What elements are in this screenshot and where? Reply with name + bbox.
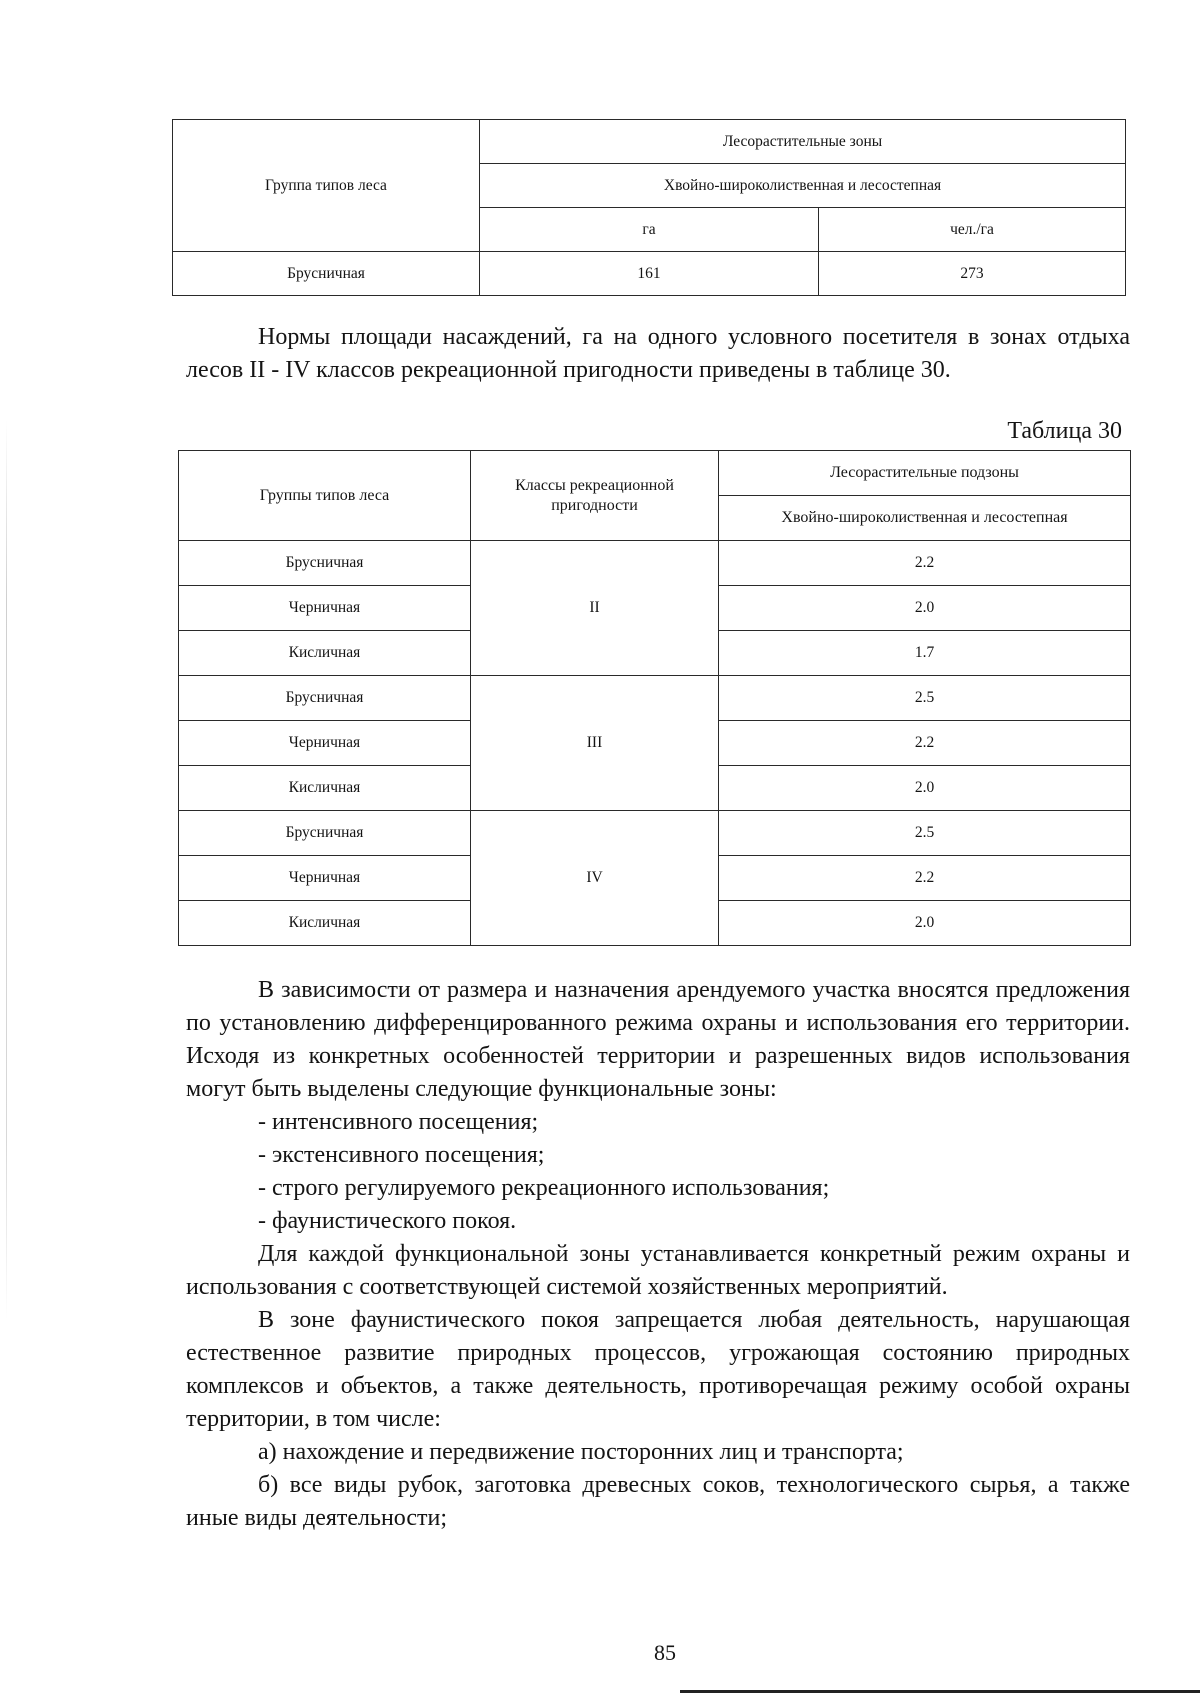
list-item-b: б) все виды рубок, заготовка древесных соков, технологического сырья, а также иные виды деятельности; — [186, 1472, 1130, 1531]
t1-header-group: Группа типов леса — [173, 120, 480, 252]
table-continuation — [172, 119, 1126, 296]
t2-cell-value: 1.7 — [719, 631, 1131, 676]
t2-cell-group: Кисличная — [179, 766, 471, 811]
t2-cell-value: 2.2 — [719, 721, 1131, 766]
table-row — [179, 676, 1131, 721]
scan-artifact-left — [6, 420, 7, 1320]
t1-cell-ha: 161 — [480, 252, 819, 296]
t2-header-subzones: Лесорастительные подзоны — [719, 451, 1131, 496]
t2-header-groups: Группы типов леса — [179, 451, 471, 541]
t2-cell-value: 2.0 — [719, 586, 1131, 631]
page-number: 85 — [654, 1640, 676, 1665]
t2-cell-group: Брусничная — [179, 541, 471, 586]
t2-cell-group: Брусничная — [179, 811, 471, 856]
t2-cell-class: III — [471, 676, 719, 811]
scan-artifact-bottom — [680, 1690, 1200, 1693]
table-row — [173, 252, 1126, 296]
t2-cell-group: Черничная — [179, 721, 471, 766]
table-30 — [178, 450, 1131, 946]
intro-paragraph: Нормы площади насаждений, га на одного условного посетителя в зонах отдыха лесов II - IV классов рекреационной пригодности приведены в таблице 30. — [186, 324, 1130, 383]
t2-header-subzone-name: Хвойно-широколиственная и лесостепная — [719, 496, 1131, 541]
body-text — [186, 974, 1130, 1535]
t1-cell-group: Брусничная — [173, 252, 480, 296]
t1-header-zones: Лесорастительные зоны — [480, 120, 1126, 164]
paragraph-regime: Для каждой функциональной зоны устанавливается конкретный режим охраны и использования с соответствующей системой хозяйственных мероприятий. — [186, 1241, 1130, 1300]
t2-cell-value: 2.5 — [719, 676, 1131, 721]
t1-unit-ha: га — [480, 208, 819, 252]
paragraph-zones-intro: В зависимости от размера и назначения арендуемого участка вносятся предложения по установлению дифференцированного режима охраны и использования его территории. Исходя из конкретных особенностей территории и разрешенных видов использования могут быть выделены следующие функциональные зоны: — [186, 977, 1130, 1102]
table-row — [179, 811, 1131, 856]
t2-cell-group: Кисличная — [179, 901, 471, 946]
table-caption: Таблица 30 — [1007, 418, 1122, 444]
t2-cell-group: Брусничная — [179, 676, 471, 721]
zone-list-item: - фаунистического покоя. — [258, 1208, 517, 1234]
t2-cell-group: Кисличная — [179, 631, 471, 676]
paragraph-fauna-rest: В зоне фаунистического покоя запрещается любая деятельность, нарушающая естественное развитие природных процессов, угрожающая состоянию природных комплексов и объектов, а также деятельность, противоречащая режиму особой охраны территории, в том числе: — [186, 1307, 1130, 1432]
t1-cell-people: 273 — [819, 252, 1126, 296]
t1-header-subzone: Хвойно-широколиственная и лесостепная — [480, 164, 1126, 208]
t2-header-classes: Классы рекреационной пригодности — [471, 451, 719, 541]
t2-cell-value: 2.0 — [719, 901, 1131, 946]
table-row — [179, 541, 1131, 586]
zone-list-item: - экстенсивного посещения; — [258, 1142, 545, 1168]
t2-cell-group: Черничная — [179, 586, 471, 631]
list-item-a: а) нахождение и передвижение посторонних лиц и транспорта; — [258, 1439, 904, 1465]
t2-cell-value: 2.5 — [719, 811, 1131, 856]
t2-cell-group: Черничная — [179, 856, 471, 901]
t2-cell-class: II — [471, 541, 719, 676]
t2-cell-class: IV — [471, 811, 719, 946]
zone-list-item: - интенсивного посещения; — [258, 1109, 539, 1135]
t2-cell-value: 2.0 — [719, 766, 1131, 811]
zone-list-item: - строго регулируемого рекреационного использования; — [258, 1175, 830, 1201]
t1-unit-people: чел./га — [819, 208, 1126, 252]
t2-cell-value: 2.2 — [719, 856, 1131, 901]
t2-cell-value: 2.2 — [719, 541, 1131, 586]
